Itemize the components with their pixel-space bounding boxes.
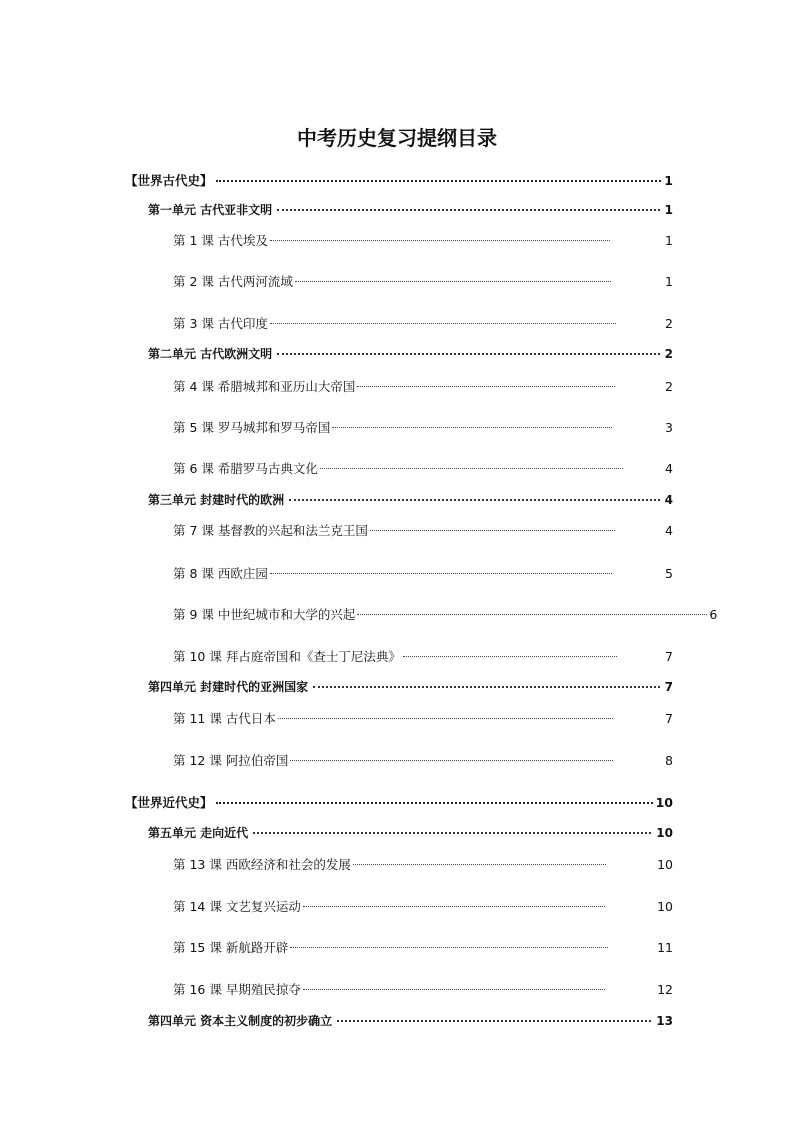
- toc-lesson-entry[interactable]: [173, 564, 673, 582]
- toc-page-number: 4: [664, 493, 673, 507]
- toc-unit-entry[interactable]: [148, 490, 673, 508]
- toc-page-number: 4: [665, 461, 673, 476]
- toc-page-number: 2: [664, 347, 673, 361]
- toc-page-number: 8: [665, 753, 673, 768]
- toc-entry-label: 第四单元 资本主义制度的初步确立: [148, 1014, 333, 1028]
- dot-leader: [370, 518, 615, 532]
- dot-leader: [320, 456, 623, 470]
- dot-leader: [216, 167, 662, 182]
- toc-entry-label: 第五单元 走向近代: [148, 826, 249, 840]
- dot-leader: [216, 789, 653, 804]
- toc-lesson-entry[interactable]: [173, 709, 673, 727]
- toc-page-number: 12: [657, 982, 673, 997]
- toc-page-number: 10: [656, 826, 673, 840]
- toc-entry-label: 第 9 课 中世纪城市和大学的兴起: [173, 607, 356, 622]
- dot-leader: [290, 935, 608, 949]
- toc-entry-label: 第二单元 古代欧洲文明: [148, 347, 273, 361]
- toc-lesson-entry[interactable]: [173, 459, 673, 477]
- toc-unit-entry[interactable]: [148, 200, 673, 218]
- toc-entry-label: 第四单元 封建时代的亚洲国家: [148, 680, 309, 694]
- dot-leader: [277, 341, 659, 355]
- toc-lesson-entry[interactable]: [173, 521, 673, 539]
- dot-leader: [290, 748, 613, 762]
- dot-leader: [270, 311, 616, 325]
- dot-leader: [295, 269, 611, 283]
- dot-leader: [303, 977, 605, 991]
- dot-leader: [270, 561, 612, 575]
- dot-leader: [289, 487, 659, 501]
- toc-entry-label: 第 6 课 希腊罗马古典文化: [173, 461, 318, 476]
- toc-page-number: 7: [664, 680, 673, 694]
- toc-page-number: 3: [665, 420, 673, 435]
- toc-lesson-entry[interactable]: [173, 938, 673, 956]
- toc-lesson-entry[interactable]: [173, 231, 673, 249]
- dot-leader: [303, 894, 605, 908]
- toc-entry-label: 第 10 课 拜占庭帝国和《查士丁尼法典》: [173, 649, 401, 664]
- toc-entry-label: 第三单元 封建时代的欧洲: [148, 493, 285, 507]
- toc-page-number: 1: [665, 233, 673, 248]
- toc-page-number: 5: [665, 566, 673, 581]
- dot-leader: [253, 820, 651, 834]
- toc-entry-label: 第 7 课 基督教的兴起和法兰克王国: [173, 523, 368, 538]
- toc-page-number: 7: [665, 711, 673, 726]
- toc-entry-label: 第 3 课 古代印度: [173, 316, 268, 331]
- toc-page-number: 6: [709, 607, 718, 622]
- toc-lesson-entry[interactable]: [173, 897, 673, 915]
- toc-entry-label: 第一单元 古代亚非文明: [148, 203, 273, 217]
- toc-lesson-entry[interactable]: [173, 377, 673, 395]
- toc-entry-label: 第 4 课 希腊城邦和亚历山大帝国: [173, 379, 356, 394]
- dot-leader: [270, 228, 610, 242]
- toc-page-number: 10: [655, 794, 673, 810]
- toc-entry-label: 第 16 课 早期殖民掠夺: [173, 982, 301, 997]
- toc-part-entry[interactable]: [125, 170, 673, 189]
- toc-page-number: 2: [665, 316, 673, 331]
- toc-entry-label: 第 14 课 文艺复兴运动: [173, 899, 301, 914]
- toc-page-number: 13: [656, 1014, 673, 1028]
- toc-entry-label: 第 8 课 西欧庄园: [173, 566, 268, 581]
- toc-lesson-entry[interactable]: [173, 272, 673, 290]
- toc-unit-entry[interactable]: [148, 344, 673, 362]
- toc-entry-label: 第 2 课 古代两河流域: [173, 274, 293, 289]
- toc-lesson-entry[interactable]: [173, 605, 718, 623]
- toc-entry-label: 【世界近代史】: [125, 794, 213, 810]
- dot-leader: [357, 374, 615, 388]
- toc-page-number: 1: [665, 274, 673, 289]
- dot-leader: [278, 706, 613, 720]
- toc-entry-label: 第 12 课 阿拉伯帝国: [173, 753, 289, 768]
- toc-unit-entry[interactable]: [148, 677, 673, 695]
- toc-lesson-entry[interactable]: [173, 314, 673, 332]
- toc-unit-entry[interactable]: [148, 823, 673, 841]
- toc-lesson-entry[interactable]: [173, 647, 673, 665]
- toc-entry-label: 【世界古代史】: [125, 172, 213, 188]
- toc-page-number: 10: [657, 899, 673, 914]
- toc-entry-label: 第 11 课 古代日本: [173, 711, 276, 726]
- toc-page-number: 10: [657, 857, 673, 872]
- toc-entry-label: 第 15 课 新航路开辟: [173, 940, 289, 955]
- dot-leader: [357, 602, 707, 616]
- toc-page-number: 7: [665, 649, 673, 664]
- document-title: 中考历史复习提纲目录: [297, 126, 497, 150]
- toc-page-number: 1: [664, 203, 673, 217]
- dot-leader: [337, 1008, 651, 1022]
- toc-page-number: 2: [665, 379, 673, 394]
- toc-lesson-entry[interactable]: [173, 855, 673, 873]
- toc-entry-label: 第 13 课 西欧经济和社会的发展: [173, 857, 351, 872]
- toc-entry-label: 第 1 课 古代埃及: [173, 233, 268, 248]
- toc-lesson-entry[interactable]: [173, 751, 673, 769]
- toc-lesson-entry[interactable]: [173, 418, 673, 436]
- toc-lesson-entry[interactable]: [173, 980, 673, 998]
- toc-part-entry[interactable]: [125, 792, 673, 811]
- toc-entry-label: 第 5 课 罗马城邦和罗马帝国: [173, 420, 331, 435]
- dot-leader: [403, 644, 617, 658]
- toc-page-number: 1: [664, 172, 673, 188]
- dot-leader: [332, 415, 612, 429]
- toc-unit-entry[interactable]: [148, 1011, 673, 1029]
- dot-leader: [353, 852, 606, 866]
- dot-leader: [313, 674, 659, 688]
- dot-leader: [277, 197, 659, 211]
- toc-page-number: 11: [657, 940, 673, 955]
- toc-page-number: 4: [665, 523, 673, 538]
